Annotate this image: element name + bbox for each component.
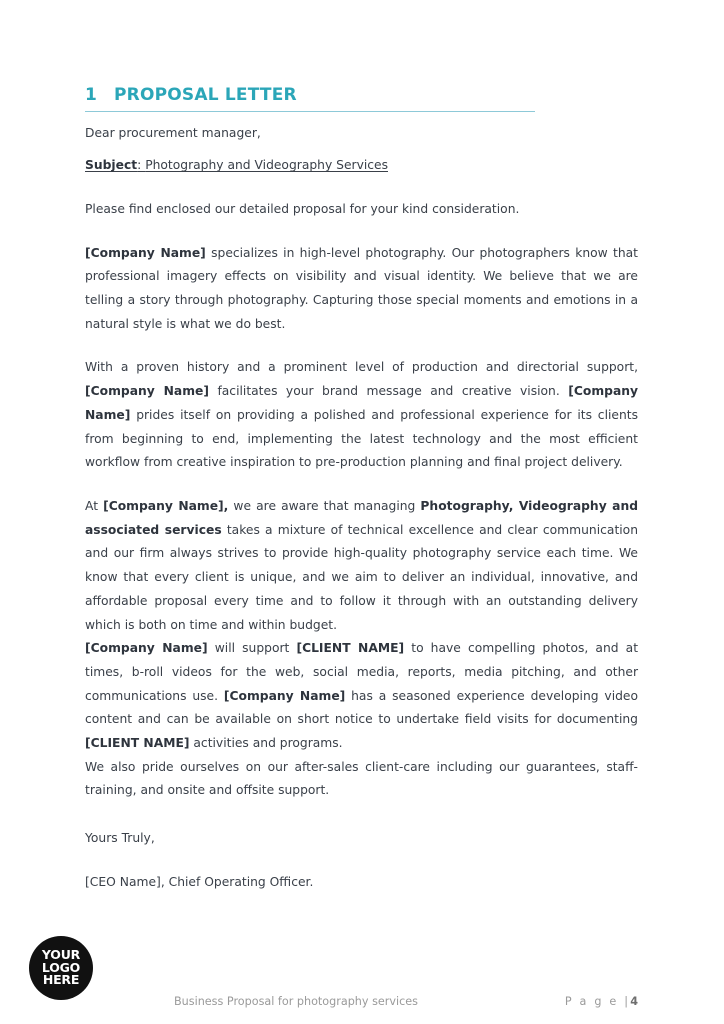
paragraph-text: takes a mixture of technical excellence and clear communication and our firm always strives to provide high-quality photography service each time. We know that every client is unique, and we aim to deliver an individual, innovative, and affordable proposal every time and to follow it through with an outstanding delivery which is both on time and within budget. bbox=[85, 522, 638, 632]
paragraph-text: At bbox=[85, 498, 104, 513]
company-placeholder: [Company Name] bbox=[223, 688, 346, 703]
paragraph-text: facilitates your brand message and creative vision. bbox=[208, 384, 569, 399]
client-placeholder: [CLIENT NAME] bbox=[296, 641, 405, 656]
paragraph-aftersales: We also pride ourselves on our after-sales client-care including our guarantees, staff-training, and onsite and offsite support. bbox=[85, 759, 638, 798]
paragraph-text: to have compelling photos, and at times, b-roll videos for the web, social media, reports, media pitching, and other communications use. bbox=[85, 641, 639, 703]
company-placeholder: [Company Name] bbox=[85, 384, 209, 399]
paragraph-text: With a proven history and a prominent level of production and directorial support, bbox=[85, 360, 638, 375]
spacer bbox=[85, 803, 638, 827]
logo-line-2: LOGO bbox=[41, 959, 81, 975]
subject-separator: : bbox=[137, 158, 146, 173]
paragraph-services bbox=[85, 495, 638, 637]
page-number: 4 bbox=[630, 995, 638, 1008]
salutation: Dear procurement manager, bbox=[85, 125, 261, 140]
subject-label: Subject bbox=[85, 158, 138, 173]
company-placeholder: [Company Name], bbox=[103, 498, 229, 513]
paragraph-text: has a seasoned experience developing video content and can be available on short notice to undertake field visits for documenting bbox=[85, 688, 639, 727]
company-placeholder: [Company Name] bbox=[85, 245, 206, 260]
spacer bbox=[85, 475, 638, 495]
spacer bbox=[85, 178, 638, 198]
paragraph-support bbox=[85, 637, 638, 756]
company-placeholder: [Company Name] bbox=[85, 384, 639, 422]
logo-line-1: YOUR bbox=[41, 946, 81, 962]
paragraph-text: prides itself on providing a polished and professional experience for its clients from beginning to end, implementing the latest technology and the most efficient workflow from creative inspiration to pre-production planning and final project delivery. bbox=[85, 407, 638, 470]
letter-body bbox=[85, 86, 638, 895]
closing-line: Yours Truly, bbox=[85, 831, 155, 846]
paragraph-specialization bbox=[85, 242, 638, 337]
paragraph-text: activities and programs. bbox=[189, 736, 343, 751]
paragraph-text: we are aware that managing bbox=[228, 498, 421, 513]
page-footer bbox=[0, 914, 724, 1024]
footer-page-indicator bbox=[565, 995, 638, 1008]
subject-value: Photography and Videography Services bbox=[145, 158, 388, 173]
spacer bbox=[85, 145, 638, 154]
subject-line bbox=[85, 154, 638, 178]
company-placeholder: [Company Name] bbox=[85, 641, 208, 656]
spacer bbox=[85, 336, 638, 356]
footer-document-title: Business Proposal for photography services bbox=[174, 995, 418, 1008]
paragraph-history bbox=[85, 356, 638, 475]
signature-line: [CEO Name], Chief Operating Officer. bbox=[85, 874, 314, 889]
logo-placeholder-icon bbox=[29, 936, 93, 1000]
paragraph-text: will support bbox=[207, 641, 297, 656]
section-title: PROPOSAL LETTER bbox=[114, 85, 297, 105]
page-label: P a g e | bbox=[564, 995, 631, 1008]
paragraph-text: specializes in high-level photography. Our photographers know that professional imagery effects on visibility and visual identity. We believe that we are telling a story through photography. Capturing those special moments and emotions in a natural style is what we do best. bbox=[85, 245, 638, 331]
spacer bbox=[85, 851, 638, 871]
section-number: 1 bbox=[85, 85, 98, 105]
page-title bbox=[85, 86, 535, 112]
client-placeholder: [CLIENT NAME] bbox=[85, 736, 190, 751]
logo-line-3: HERE bbox=[42, 972, 80, 988]
services-emphasis: Photography, Videography and associated services bbox=[85, 498, 639, 537]
spacer bbox=[85, 222, 638, 242]
intro-paragraph: Please find enclosed our detailed proposal for your kind consideration. bbox=[85, 201, 520, 216]
